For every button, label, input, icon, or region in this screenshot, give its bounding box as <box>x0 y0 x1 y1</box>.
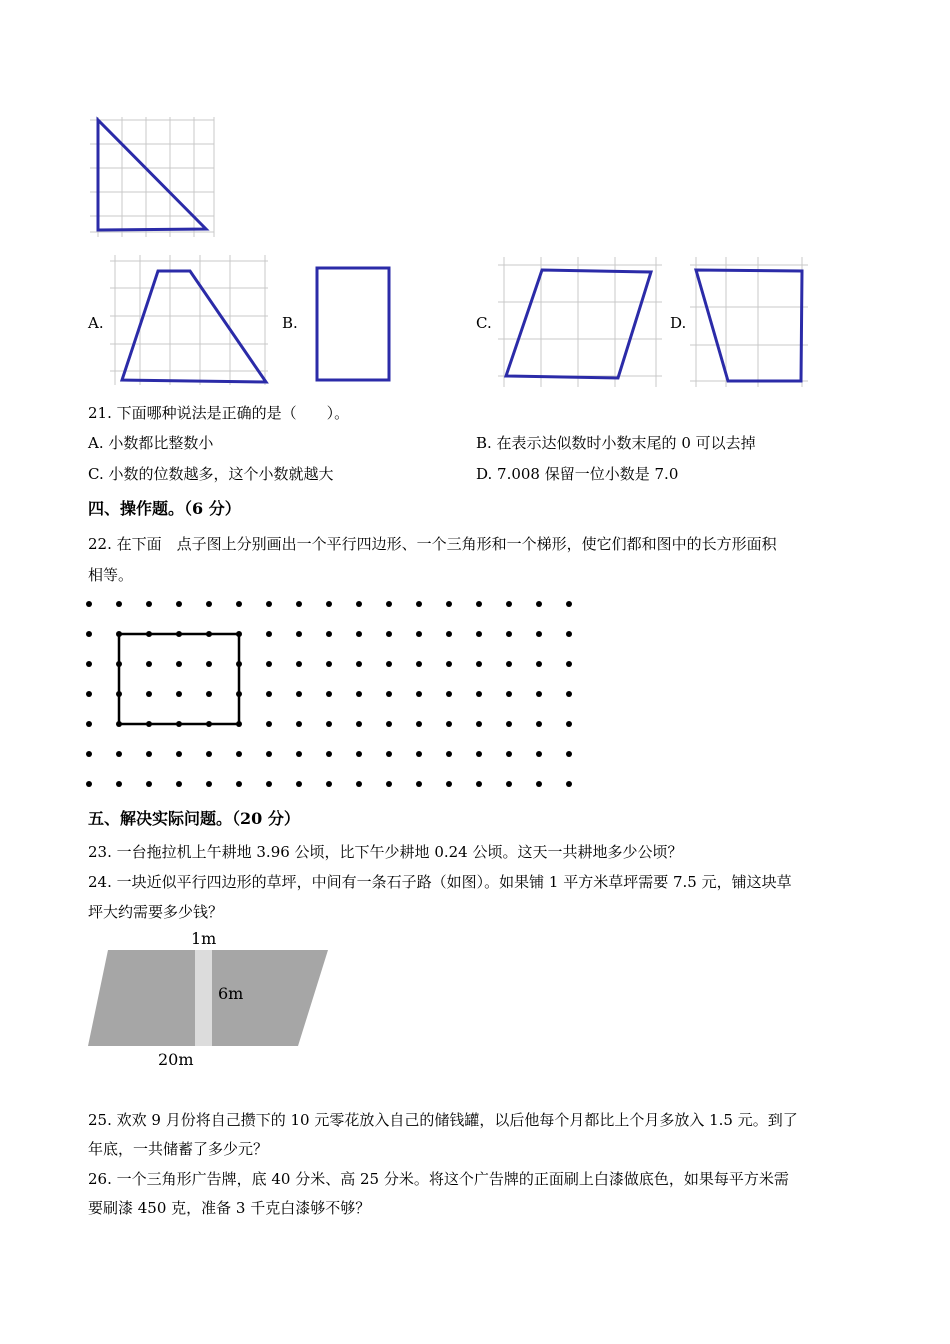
grid-dot <box>386 721 392 727</box>
grid-dot <box>86 691 92 697</box>
option-b-label: B. <box>282 314 298 332</box>
q21-option-a: A. 小数都比整数小 <box>88 434 214 452</box>
option-c-label: C. <box>476 314 492 332</box>
grid-dot <box>356 631 362 637</box>
grid-dot <box>116 751 122 757</box>
grid-dot <box>146 751 152 757</box>
option-c-parallelogram-figure <box>496 255 666 390</box>
grid-dot <box>446 721 452 727</box>
option-d-label: D. <box>670 314 687 332</box>
grid-dot <box>326 691 332 697</box>
q21-option-c: C. 小数的位数越多，这个小数就越大 <box>88 465 334 483</box>
grid-dot <box>446 631 452 637</box>
grid-dot <box>266 781 272 787</box>
section-5-heading: 五、解决实际问题。（20 分） <box>88 809 300 828</box>
grid-dot <box>176 691 182 697</box>
grid-dot <box>476 631 482 637</box>
grid-dot <box>506 751 512 757</box>
grid-dot <box>446 601 452 607</box>
grid-dot <box>296 601 302 607</box>
grid-dot <box>326 721 332 727</box>
grid-dot <box>416 631 422 637</box>
grid-dot <box>86 601 92 607</box>
grid-dot <box>566 781 572 787</box>
grid-dot <box>116 781 122 787</box>
grid-dot <box>296 751 302 757</box>
option-d-trapezoid-figure <box>688 255 813 390</box>
grid-dot <box>446 781 452 787</box>
grid-dot <box>536 721 542 727</box>
grid-dot <box>86 631 92 637</box>
q24-text-line1: 24. 一块近似平行四边形的草坪，中间有一条石子路（如图）。如果铺 1 平方米草坪需要 7.5 元，铺这块草 <box>88 873 792 891</box>
q21-stem: 21. 下面哪种说法是正确的是（ ）。 <box>88 404 350 422</box>
grid-dot <box>476 721 482 727</box>
dot-grid-figure <box>84 598 574 793</box>
grid-dot <box>326 781 332 787</box>
grid-dot <box>296 691 302 697</box>
q22-text-line1: 22. 在下面 点子图上分别画出一个平行四边形、一个三角形和一个梯形，使它们都和图中的长方形面积 <box>88 535 777 553</box>
grid-dot <box>206 601 212 607</box>
grid-dot <box>536 751 542 757</box>
grid-dot <box>236 781 242 787</box>
grid-dot <box>296 721 302 727</box>
grid-dot <box>446 661 452 667</box>
grid-dot <box>446 751 452 757</box>
grid-dot <box>386 631 392 637</box>
grid-dot <box>446 691 452 697</box>
grid-dot <box>206 661 212 667</box>
grid-dot <box>236 751 242 757</box>
grid-dot <box>386 751 392 757</box>
grid-dot <box>356 721 362 727</box>
lawn-label-20m: 20m <box>158 1050 194 1069</box>
grid-dot <box>176 751 182 757</box>
grid-dot <box>176 601 182 607</box>
grid-dot <box>146 781 152 787</box>
grid-dot <box>476 661 482 667</box>
grid-dot <box>146 601 152 607</box>
grid-dot <box>506 601 512 607</box>
grid-dot <box>146 691 152 697</box>
q21-option-d: D. 7.008 保留一位小数是 7.0 <box>476 465 679 483</box>
grid-dot <box>326 661 332 667</box>
grid-dot <box>416 781 422 787</box>
grid-dot <box>206 691 212 697</box>
section-4-heading: 四、操作题。（6 分） <box>88 499 241 518</box>
lawn-parallelogram-figure <box>88 948 338 1048</box>
grid-dot <box>386 661 392 667</box>
grid-dot <box>416 691 422 697</box>
option-a-trapezoid-figure <box>110 253 270 388</box>
reference-triangle-figure <box>88 112 218 242</box>
grid-dot <box>506 781 512 787</box>
grid-dot <box>356 751 362 757</box>
grid-dot <box>386 781 392 787</box>
grid-dot <box>266 631 272 637</box>
grid-dot <box>416 601 422 607</box>
grid-dot <box>536 661 542 667</box>
q25-text-line2: 年底，一共储蓄了多少元？ <box>88 1140 269 1158</box>
grid-dot <box>296 781 302 787</box>
grid-dot <box>236 601 242 607</box>
grid-dot <box>476 691 482 697</box>
grid-dot <box>506 721 512 727</box>
grid-dot <box>86 661 92 667</box>
grid-dot <box>536 781 542 787</box>
grid-dot <box>86 781 92 787</box>
grid-dot <box>326 601 332 607</box>
q24-text-line2: 坪大约需要多少钱？ <box>88 903 224 921</box>
grid-dot <box>476 751 482 757</box>
grid-dot <box>566 601 572 607</box>
grid-dot <box>566 631 572 637</box>
grid-dot <box>116 601 122 607</box>
grid-dot <box>506 631 512 637</box>
grid-dot <box>326 751 332 757</box>
grid-dot <box>506 661 512 667</box>
grid-dot <box>296 661 302 667</box>
grid-dot <box>536 631 542 637</box>
grid-dot <box>386 691 392 697</box>
q21-option-b: B. 在表示达似数时小数末尾的 0 可以去掉 <box>476 434 756 452</box>
grid-dot <box>416 751 422 757</box>
option-a-label: A. <box>88 314 104 332</box>
grid-dot <box>536 601 542 607</box>
grid-dot <box>266 721 272 727</box>
grid-dot <box>326 631 332 637</box>
given-rectangle <box>119 634 239 724</box>
grid-dot <box>86 721 92 727</box>
grid-dot <box>86 751 92 757</box>
grid-dot <box>296 631 302 637</box>
q26-text-line1: 26. 一个三角形广告牌，底 40 分米、高 25 分米。将这个广告牌的正面刷上白漆做底色，如果每平方米需 <box>88 1170 789 1188</box>
grid-dot <box>146 661 152 667</box>
grid-dot <box>206 751 212 757</box>
q25-text-line1: 25. 欢欢 9 月份将自己攒下的 10 元零花放入自己的储钱罐，以后他每个月都比上个月多放入 1.5 元。到了 <box>88 1111 798 1129</box>
grid-dot <box>566 691 572 697</box>
lawn-label-6m: 6m <box>218 984 244 1003</box>
q26-text-line2: 要刷漆 450 克，准备 3 千克白漆够不够？ <box>88 1199 371 1217</box>
grid-dot <box>356 691 362 697</box>
grid-dot <box>266 661 272 667</box>
grid-dot <box>416 721 422 727</box>
grid-dot <box>356 601 362 607</box>
grid-dot <box>266 691 272 697</box>
grid-dot <box>536 691 542 697</box>
grid-dot <box>506 691 512 697</box>
lawn-label-1m: 1m <box>191 929 217 948</box>
grid-dot <box>266 601 272 607</box>
grid-dot <box>566 661 572 667</box>
grid-dot <box>176 661 182 667</box>
grid-dot <box>566 721 572 727</box>
option-b-rectangle-figure <box>312 262 392 387</box>
stone-path <box>195 950 212 1046</box>
grid-dot <box>356 661 362 667</box>
grid-dot <box>416 661 422 667</box>
grid-dot <box>206 781 212 787</box>
grid-dot <box>566 751 572 757</box>
grid-dot <box>176 781 182 787</box>
grid-dot <box>476 601 482 607</box>
grid-dot <box>356 781 362 787</box>
grid-dot <box>476 781 482 787</box>
grid-dot <box>266 751 272 757</box>
q23-text: 23. 一台拖拉机上午耕地 3.96 公顷，比下午少耕地 0.24 公顷。这天一共耕地多少公顷？ <box>88 843 683 861</box>
q22-text-line2: 相等。 <box>88 566 134 584</box>
grid-dot <box>386 601 392 607</box>
